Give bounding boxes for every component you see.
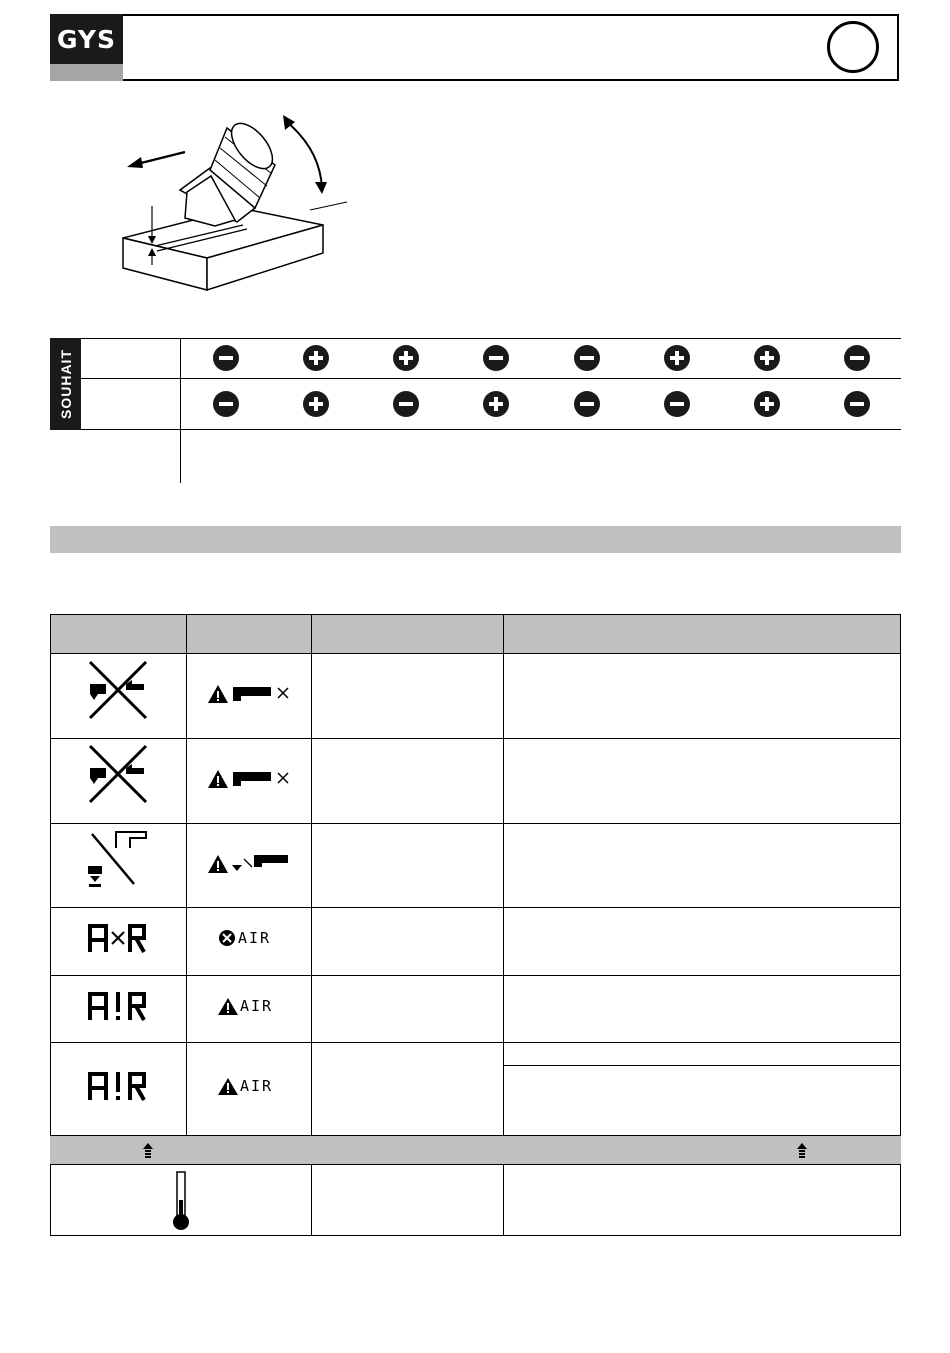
- lcd-air-text: AIR: [240, 1077, 274, 1095]
- plus-icon: [483, 391, 509, 417]
- minus-icon: [844, 345, 870, 371]
- air-warning-icon: [86, 1058, 150, 1118]
- minus-icon: [213, 345, 239, 371]
- lcd-air-text: AIR: [240, 997, 274, 1015]
- plus-icon: [393, 345, 419, 371]
- no-air-icon: [218, 928, 271, 948]
- gys-logo: [50, 14, 123, 81]
- warning-air-icon: [218, 996, 273, 1016]
- table-rule: [81, 378, 901, 379]
- torch-cross-icon: [86, 744, 150, 804]
- plus-icon: [754, 345, 780, 371]
- minus-icon: [393, 391, 419, 417]
- air-warning-icon: [86, 978, 150, 1038]
- torch-cross-icon: [86, 660, 150, 720]
- table-rule: [50, 907, 901, 908]
- table-rule: [186, 614, 187, 1135]
- minus-icon: [213, 391, 239, 417]
- warning-air-icon: [218, 1076, 273, 1096]
- thermometer-icon: [170, 1170, 192, 1232]
- note-band: [50, 1135, 901, 1165]
- table-rule: [50, 1042, 901, 1043]
- table-rule: [503, 1065, 901, 1066]
- plus-icon: [303, 345, 329, 371]
- air-x-icon: [86, 910, 150, 970]
- section-band: [50, 526, 901, 553]
- minus-icon: [844, 391, 870, 417]
- warning-torch-x-icon: [208, 768, 292, 790]
- table-rule: [180, 338, 181, 483]
- plus-icon: [754, 391, 780, 417]
- minus-icon: [664, 391, 690, 417]
- upload-arrow-icon: [142, 1142, 154, 1160]
- page-header: [50, 14, 899, 81]
- minus-icon: [574, 391, 600, 417]
- logo-text: GYS: [56, 24, 117, 54]
- warning-wire-torch-icon: [208, 853, 292, 875]
- error-table-header: [50, 614, 901, 654]
- wire-slash-icon: [86, 828, 152, 890]
- table-rule: [81, 338, 901, 339]
- plus-icon: [303, 391, 329, 417]
- torch-angle-illustration: [115, 110, 355, 295]
- table-rule: [50, 975, 901, 976]
- warning-torch-x-icon: [208, 683, 292, 705]
- table-rule: [50, 738, 901, 739]
- minus-icon: [574, 345, 600, 371]
- souhait-label: SOUHAIT: [57, 349, 74, 419]
- minus-icon: [483, 345, 509, 371]
- language-circle: [827, 21, 879, 73]
- souhait-tag: [50, 338, 81, 430]
- table-rule: [50, 823, 901, 824]
- table-rule: [81, 429, 901, 430]
- plus-icon: [664, 345, 690, 371]
- upload-arrow-icon: [796, 1142, 808, 1160]
- lcd-air-text: AIR: [238, 929, 272, 947]
